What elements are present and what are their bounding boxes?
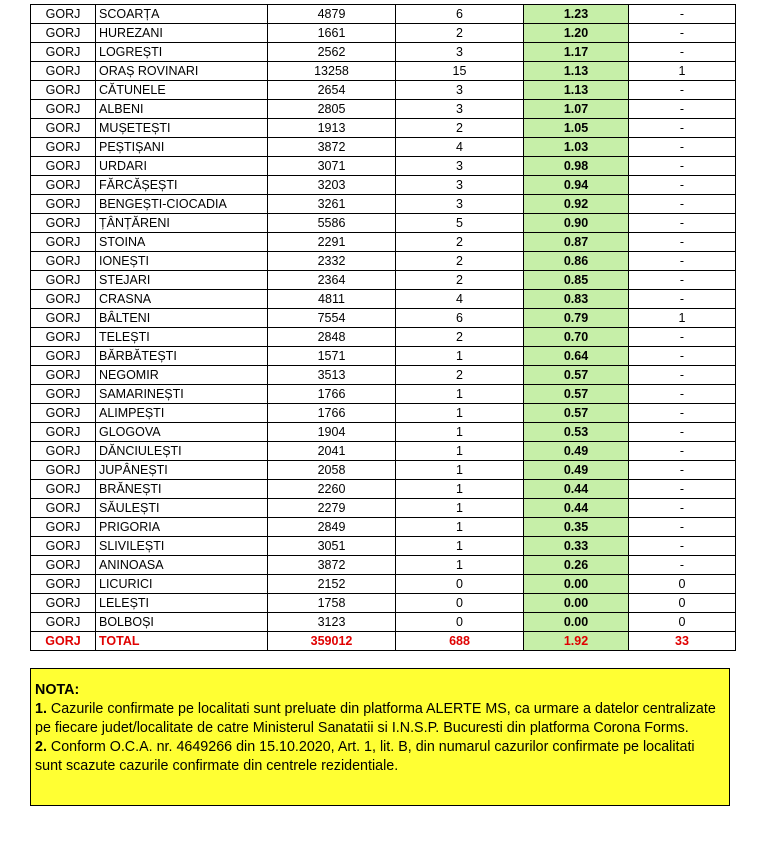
table-row — [31, 575, 736, 594]
locality-cell: LELEȘTI — [96, 594, 268, 613]
population-cell: 5586 — [268, 214, 396, 233]
county-cell: GORJ — [31, 461, 96, 480]
cases-cell: 0 — [396, 575, 524, 594]
population-cell: 2152 — [268, 575, 396, 594]
county-cell: GORJ — [31, 100, 96, 119]
cases-cell: 2 — [396, 252, 524, 271]
table-row — [31, 404, 736, 423]
locality-cell: CĂTUNELE — [96, 81, 268, 100]
population-cell: 2260 — [268, 480, 396, 499]
cases-cell: 1 — [396, 385, 524, 404]
residential-cell: - — [629, 233, 736, 252]
county-cell: GORJ — [31, 499, 96, 518]
residential-cell: - — [629, 366, 736, 385]
locality-cell: TELEȘTI — [96, 328, 268, 347]
county-cell: GORJ — [31, 309, 96, 328]
residential-cell: 0 — [629, 613, 736, 632]
county-cell: GORJ — [31, 575, 96, 594]
population-cell: 3203 — [268, 176, 396, 195]
population-cell: 2805 — [268, 100, 396, 119]
cases-cell: 5 — [396, 214, 524, 233]
table-row — [31, 81, 736, 100]
residential-cell: - — [629, 499, 736, 518]
county-cell: GORJ — [31, 328, 96, 347]
rate-cell: 0.87 — [524, 233, 629, 252]
county-cell: GORJ — [31, 423, 96, 442]
residential-cell: - — [629, 347, 736, 366]
county-cell: GORJ — [31, 366, 96, 385]
residential-cell: - — [629, 119, 736, 138]
population-cell: 1571 — [268, 347, 396, 366]
residential-cell: - — [629, 81, 736, 100]
population-cell: 1661 — [268, 24, 396, 43]
county-cell: GORJ — [31, 233, 96, 252]
locality-cell: CRASNA — [96, 290, 268, 309]
residential-cell: 1 — [629, 309, 736, 328]
population-cell: 2332 — [268, 252, 396, 271]
residential-cell: 1 — [629, 62, 736, 81]
residential-cell: - — [629, 43, 736, 62]
table-row — [31, 518, 736, 537]
rate-cell: 0.83 — [524, 290, 629, 309]
note-2-text: Conform O.C.A. nr. 4649266 din 15.10.2020, Art. 1, lit. B, din numarul cazurilor confirmate pe localitati sunt scazute cazurile confirmate din centrele rezidentiale. — [35, 739, 695, 774]
table-row — [31, 214, 736, 233]
residential-cell: 0 — [629, 575, 736, 594]
note-2-number: 2. — [35, 739, 47, 755]
rate-cell: 0.49 — [524, 461, 629, 480]
table-row — [31, 271, 736, 290]
locality-cell: SLIVILEȘTI — [96, 537, 268, 556]
population-cell: 3513 — [268, 366, 396, 385]
population-cell: 3123 — [268, 613, 396, 632]
cases-cell: 1 — [396, 404, 524, 423]
population-cell: 1758 — [268, 594, 396, 613]
residential-cell: - — [629, 176, 736, 195]
locality-cell: GLOGOVA — [96, 423, 268, 442]
locality-cell: TOTAL — [96, 632, 268, 651]
table-row — [31, 157, 736, 176]
cases-cell: 2 — [396, 271, 524, 290]
residential-cell: - — [629, 5, 736, 24]
cases-cell: 3 — [396, 176, 524, 195]
rate-cell: 0.79 — [524, 309, 629, 328]
localities-table — [30, 4, 736, 651]
county-cell: GORJ — [31, 24, 96, 43]
county-cell: GORJ — [31, 594, 96, 613]
table-row — [31, 43, 736, 62]
locality-cell: STOINA — [96, 233, 268, 252]
rate-cell: 0.57 — [524, 366, 629, 385]
population-cell: 2291 — [268, 233, 396, 252]
population-cell: 13258 — [268, 62, 396, 81]
residential-cell: - — [629, 404, 736, 423]
locality-cell: LOGREȘTI — [96, 43, 268, 62]
table-row — [31, 5, 736, 24]
locality-cell: URDARI — [96, 157, 268, 176]
cases-cell: 0 — [396, 594, 524, 613]
note-box — [30, 668, 730, 806]
cases-cell: 2 — [396, 119, 524, 138]
residential-cell: 33 — [629, 632, 736, 651]
rate-cell: 1.92 — [524, 632, 629, 651]
note-title: NOTA: — [35, 682, 80, 698]
cases-cell: 0 — [396, 613, 524, 632]
county-cell: GORJ — [31, 613, 96, 632]
cases-cell: 1 — [396, 518, 524, 537]
locality-cell: FĂRCĂȘEȘTI — [96, 176, 268, 195]
cases-cell: 3 — [396, 195, 524, 214]
locality-cell: ALIMPEȘTI — [96, 404, 268, 423]
locality-cell: LICURICI — [96, 575, 268, 594]
table-row — [31, 537, 736, 556]
rate-cell: 1.07 — [524, 100, 629, 119]
cases-cell: 1 — [396, 442, 524, 461]
county-cell: GORJ — [31, 252, 96, 271]
rate-cell: 0.44 — [524, 499, 629, 518]
table-row — [31, 613, 736, 632]
rate-cell: 1.20 — [524, 24, 629, 43]
locality-cell: ALBENI — [96, 100, 268, 119]
table-row — [31, 233, 736, 252]
population-cell: 3872 — [268, 556, 396, 575]
rate-cell: 1.23 — [524, 5, 629, 24]
rate-cell: 0.44 — [524, 480, 629, 499]
rate-cell: 1.13 — [524, 81, 629, 100]
locality-cell: PEȘTIȘANI — [96, 138, 268, 157]
county-cell: GORJ — [31, 632, 96, 651]
population-cell: 4811 — [268, 290, 396, 309]
cases-cell: 1 — [396, 537, 524, 556]
rate-cell: 0.33 — [524, 537, 629, 556]
rate-cell: 1.05 — [524, 119, 629, 138]
residential-cell: - — [629, 518, 736, 537]
population-cell: 1766 — [268, 385, 396, 404]
table-row — [31, 499, 736, 518]
rate-cell: 0.94 — [524, 176, 629, 195]
residential-cell: - — [629, 290, 736, 309]
county-cell: GORJ — [31, 556, 96, 575]
county-cell: GORJ — [31, 5, 96, 24]
cases-cell: 2 — [396, 328, 524, 347]
rate-cell: 0.90 — [524, 214, 629, 233]
county-cell: GORJ — [31, 480, 96, 499]
cases-cell: 3 — [396, 81, 524, 100]
residential-cell: - — [629, 271, 736, 290]
population-cell: 2849 — [268, 518, 396, 537]
total-row — [31, 632, 736, 651]
population-cell: 1904 — [268, 423, 396, 442]
cases-cell: 6 — [396, 5, 524, 24]
county-cell: GORJ — [31, 404, 96, 423]
rate-cell: 0.00 — [524, 575, 629, 594]
county-cell: GORJ — [31, 442, 96, 461]
rate-cell: 0.85 — [524, 271, 629, 290]
table-row — [31, 423, 736, 442]
table-row — [31, 62, 736, 81]
cases-cell: 1 — [396, 499, 524, 518]
locality-cell: JUPÂNEȘTI — [96, 461, 268, 480]
rate-cell: 0.86 — [524, 252, 629, 271]
note-1-number: 1. — [35, 701, 47, 717]
county-cell: GORJ — [31, 271, 96, 290]
residential-cell: - — [629, 442, 736, 461]
cases-cell: 2 — [396, 366, 524, 385]
population-cell: 2848 — [268, 328, 396, 347]
cases-cell: 4 — [396, 290, 524, 309]
county-cell: GORJ — [31, 214, 96, 233]
residential-cell: - — [629, 537, 736, 556]
rate-cell: 1.17 — [524, 43, 629, 62]
population-cell: 3872 — [268, 138, 396, 157]
note-paragraph-1 — [35, 700, 723, 738]
county-cell: GORJ — [31, 81, 96, 100]
locality-cell: SAMARINEȘTI — [96, 385, 268, 404]
cases-cell: 1 — [396, 347, 524, 366]
cases-cell: 3 — [396, 100, 524, 119]
table-row — [31, 195, 736, 214]
locality-cell: SĂULEȘTI — [96, 499, 268, 518]
population-cell: 359012 — [268, 632, 396, 651]
county-cell: GORJ — [31, 385, 96, 404]
locality-cell: SCOARȚA — [96, 5, 268, 24]
rate-cell: 0.49 — [524, 442, 629, 461]
residential-cell: - — [629, 556, 736, 575]
county-cell: GORJ — [31, 138, 96, 157]
locality-cell: BÂLTENI — [96, 309, 268, 328]
table-row — [31, 100, 736, 119]
county-cell: GORJ — [31, 518, 96, 537]
county-cell: GORJ — [31, 157, 96, 176]
table-row — [31, 347, 736, 366]
population-cell: 2041 — [268, 442, 396, 461]
cases-cell: 1 — [396, 556, 524, 575]
locality-cell: STEJARI — [96, 271, 268, 290]
population-cell: 2058 — [268, 461, 396, 480]
county-cell: GORJ — [31, 347, 96, 366]
table-row — [31, 176, 736, 195]
residential-cell: - — [629, 461, 736, 480]
rate-cell: 1.13 — [524, 62, 629, 81]
residential-cell: - — [629, 24, 736, 43]
locality-cell: ORAȘ ROVINARI — [96, 62, 268, 81]
residential-cell: - — [629, 252, 736, 271]
rate-cell: 0.70 — [524, 328, 629, 347]
locality-cell: HUREZANI — [96, 24, 268, 43]
rate-cell: 0.26 — [524, 556, 629, 575]
cases-cell: 3 — [396, 157, 524, 176]
cases-cell: 6 — [396, 309, 524, 328]
county-cell: GORJ — [31, 43, 96, 62]
rate-cell: 0.00 — [524, 613, 629, 632]
population-cell: 7554 — [268, 309, 396, 328]
rate-cell: 0.57 — [524, 404, 629, 423]
rate-cell: 0.57 — [524, 385, 629, 404]
residential-cell: 0 — [629, 594, 736, 613]
cases-cell: 4 — [396, 138, 524, 157]
cases-cell: 1 — [396, 461, 524, 480]
residential-cell: - — [629, 100, 736, 119]
county-cell: GORJ — [31, 195, 96, 214]
cases-cell: 1 — [396, 480, 524, 499]
table-row — [31, 328, 736, 347]
locality-cell: PRIGORIA — [96, 518, 268, 537]
table-row — [31, 309, 736, 328]
locality-cell: ȚÂNȚĂRENI — [96, 214, 268, 233]
cases-cell: 1 — [396, 423, 524, 442]
note-paragraph-2 — [35, 738, 723, 776]
table-row — [31, 252, 736, 271]
population-cell: 2364 — [268, 271, 396, 290]
rate-cell: 0.98 — [524, 157, 629, 176]
locality-cell: BRĂNEȘTI — [96, 480, 268, 499]
table-row — [31, 480, 736, 499]
rate-cell: 0.64 — [524, 347, 629, 366]
table-row — [31, 366, 736, 385]
table-row — [31, 556, 736, 575]
rate-cell: 0.35 — [524, 518, 629, 537]
table-row — [31, 442, 736, 461]
locality-cell: ANINOASA — [96, 556, 268, 575]
table-row — [31, 385, 736, 404]
county-cell: GORJ — [31, 176, 96, 195]
county-cell: GORJ — [31, 537, 96, 556]
note-1-text: Cazurile confirmate pe localitati sunt preluate din platforma ALERTE MS, ca urmare a datelor centralizate pe fiecare judet/localitate de catre Ministerul Sanatatii si I.N.S.P. Bucuresti din platforma Corona Forms. — [35, 701, 716, 736]
table-body — [31, 5, 736, 651]
rate-cell: 0.00 — [524, 594, 629, 613]
table-row — [31, 461, 736, 480]
locality-cell: NEGOMIR — [96, 366, 268, 385]
locality-cell: BENGEȘTI-CIOCADIA — [96, 195, 268, 214]
residential-cell: - — [629, 328, 736, 347]
county-cell: GORJ — [31, 290, 96, 309]
rate-cell: 0.53 — [524, 423, 629, 442]
table-row — [31, 24, 736, 43]
population-cell: 4879 — [268, 5, 396, 24]
residential-cell: - — [629, 214, 736, 233]
county-cell: GORJ — [31, 62, 96, 81]
locality-cell: BOLBOȘI — [96, 613, 268, 632]
county-cell: GORJ — [31, 119, 96, 138]
cases-cell: 2 — [396, 24, 524, 43]
cases-cell: 3 — [396, 43, 524, 62]
locality-cell: IONEȘTI — [96, 252, 268, 271]
population-cell: 3261 — [268, 195, 396, 214]
locality-cell: DĂNCIULEȘTI — [96, 442, 268, 461]
population-cell: 3071 — [268, 157, 396, 176]
population-cell: 2562 — [268, 43, 396, 62]
residential-cell: - — [629, 138, 736, 157]
locality-cell: BĂRBĂTEȘTI — [96, 347, 268, 366]
rate-cell: 0.92 — [524, 195, 629, 214]
residential-cell: - — [629, 423, 736, 442]
locality-cell: MUȘETEȘTI — [96, 119, 268, 138]
population-cell: 2279 — [268, 499, 396, 518]
population-cell: 1913 — [268, 119, 396, 138]
rate-cell: 1.03 — [524, 138, 629, 157]
residential-cell: - — [629, 385, 736, 404]
table-row — [31, 290, 736, 309]
population-cell: 3051 — [268, 537, 396, 556]
residential-cell: - — [629, 157, 736, 176]
residential-cell: - — [629, 195, 736, 214]
cases-cell: 15 — [396, 62, 524, 81]
population-cell: 2654 — [268, 81, 396, 100]
residential-cell: - — [629, 480, 736, 499]
table-row — [31, 138, 736, 157]
population-cell: 1766 — [268, 404, 396, 423]
table-row — [31, 119, 736, 138]
table-row — [31, 594, 736, 613]
cases-cell: 2 — [396, 233, 524, 252]
cases-cell: 688 — [396, 632, 524, 651]
